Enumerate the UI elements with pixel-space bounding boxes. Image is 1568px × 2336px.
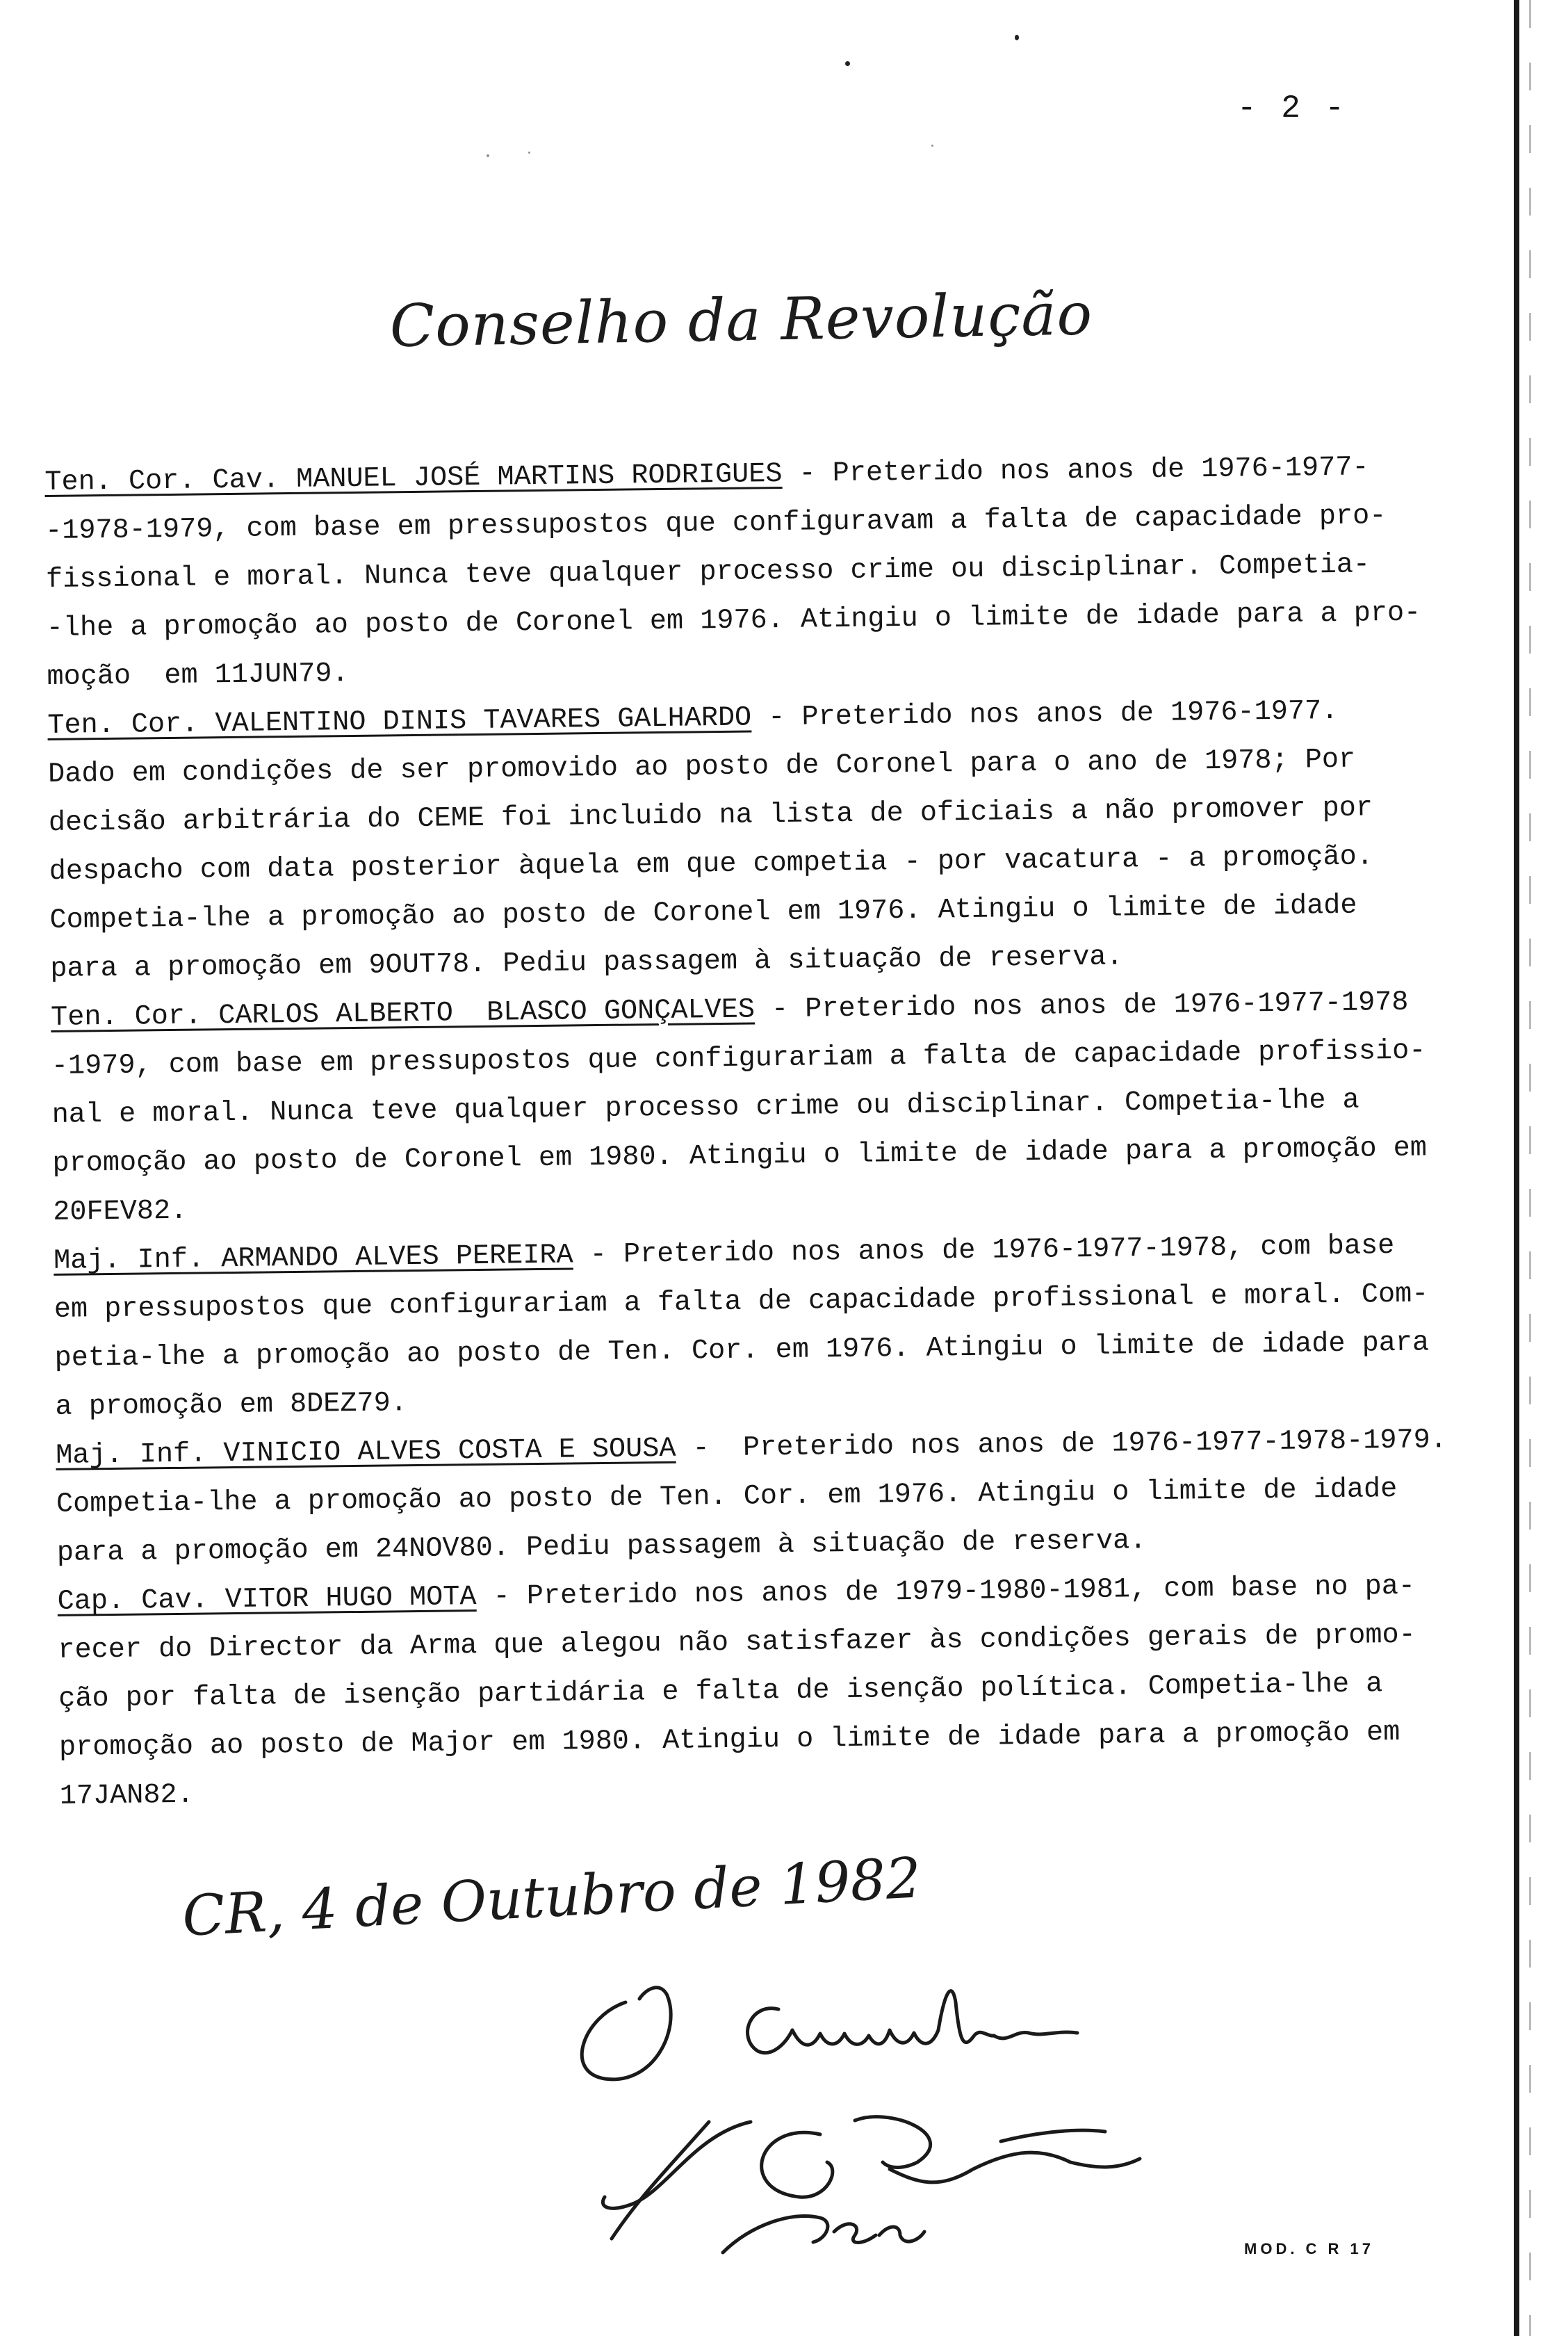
officer-name: Maj. Inf. VINICIO ALVES COSTA E SOUSA (56, 1433, 676, 1472)
officer-entry (57, 1562, 1450, 1822)
entry-text: para a promoção em 9OUT78. Pediu passagem à situação de reserva. (50, 941, 1123, 985)
officer-entry (56, 1416, 1447, 1578)
officer-name: Cap. Cav. VITOR HUGO MOTA (57, 1582, 477, 1618)
entry-text: decisão arbitrária do CEME foi incluido na lista de oficiais a não promover por (48, 793, 1373, 839)
entry-text: petia-lhe a promoção ao posto de Ten. Cor. em 1976. Atingiu o limite de idade para (54, 1327, 1430, 1374)
entry-text: moção em 11JUN79. (47, 658, 349, 693)
scan-speck (528, 152, 530, 154)
officer-name: Maj. Inf. ARMANDO ALVES PEREIRA (53, 1240, 573, 1277)
entry-text: despacho com data posterior àquela em que competia - por vacatura - a promoção. (49, 841, 1374, 888)
entry-text: fissional e moral. Nunca teve qualquer processo crime ou disciplinar. Competia- (45, 549, 1371, 596)
entry-text: Dado em condições de ser promovido ao posto de Coronel para o ano de 1978; Por (47, 744, 1356, 790)
page-number: - 2 - (1237, 90, 1348, 127)
entry-text: a promoção em 8DEZ79. (55, 1388, 408, 1423)
officer-entry (51, 978, 1444, 1238)
entry-text: 20FEV82. (53, 1195, 188, 1228)
handwritten-signature (528, 1961, 1279, 2266)
entry-text: recer do Director da Arma que alegou não satisfazer às condições gerais de promo- (58, 1619, 1416, 1666)
entry-text: nal e moral. Nunca teve qualquer processo crime ou disciplinar. Competia-lhe a (51, 1085, 1359, 1131)
entry-text: promoção ao posto de Coronel em 1980. Atingiu o limite de idade para a promoção em (52, 1133, 1428, 1180)
scan-speck (931, 145, 933, 147)
officer-entry (54, 1222, 1446, 1432)
entry-text: - Preterido nos anos de 1979-1980-1981, com base no pa- (476, 1571, 1416, 1614)
entry-text: Competia-lhe a promoção ao posto de Coronel em 1976. Atingiu o limite de idade (49, 890, 1357, 936)
scan-speck (1015, 35, 1019, 40)
officer-name: Ten. Cor. VALENTINO DINIS TAVARES GALHARDO (47, 702, 752, 742)
entry-text: ção por falta de isenção partidária e falta de isenção política. Competia-lhe a (58, 1669, 1383, 1715)
scan-speck (845, 61, 850, 66)
form-code: MOD. C R 17 (1244, 2240, 1375, 2257)
entry-text: - Preterido nos anos de 1976-1977-1978 (754, 987, 1409, 1026)
officer-entry (44, 443, 1437, 702)
entry-text: Competia-lhe a promoção ao posto de Ten. Cor. em 1976. Atingiu o limite de idade (56, 1474, 1398, 1520)
scan-speck (487, 154, 489, 157)
entry-text: -1979, com base em pressupostos que configurariam a falta de capacidade profissio- (51, 1035, 1426, 1082)
entry-text: - Preterido nos anos de 1976-1977- (782, 452, 1369, 490)
place-date: CR, 4 de Outubro de 1982 (181, 1845, 923, 1949)
entry-text: - Preterido nos anos de 1976-1977-1978-1979. (676, 1425, 1448, 1465)
entry-text: 17JAN82. (59, 1779, 195, 1812)
entry-text: -lhe a promoção ao posto de Coronel em 1976. Atingiu o limite de idade para a pro- (46, 597, 1421, 644)
officer-name: Ten. Cor. CARLOS ALBERTO BLASCO GONÇALVES (50, 994, 756, 1034)
entry-text: - Preterido nos anos de 1976-1977-1978, com base (573, 1231, 1395, 1272)
entries-list (44, 443, 1450, 1822)
entry-text: em pressupostos que configurariam a falta de capacidade profissional e moral. Com- (54, 1279, 1429, 1326)
entry-text: -1978-1979, com base em pressupostos que configuravam a falta de capacidade pro- (44, 501, 1387, 547)
letterhead: Conselho da Revolução (389, 279, 1093, 360)
entry-text: - Preterido nos anos de 1976-1977. (751, 695, 1339, 734)
page-edge-marks (1529, 0, 1531, 2336)
officer-name: Ten. Cor. Cav. MANUEL JOSÉ MARTINS RODRIGUES (44, 458, 783, 498)
officer-entry (47, 686, 1441, 994)
entry-text: promoção ao posto de Major em 1980. Atingiu o limite de idade para a promoção em (58, 1717, 1400, 1764)
entry-text: para a promoção em 24NOV80. Pediu passagem à situação de reserva. (56, 1525, 1147, 1569)
page-edge-shadow (1514, 0, 1519, 2336)
